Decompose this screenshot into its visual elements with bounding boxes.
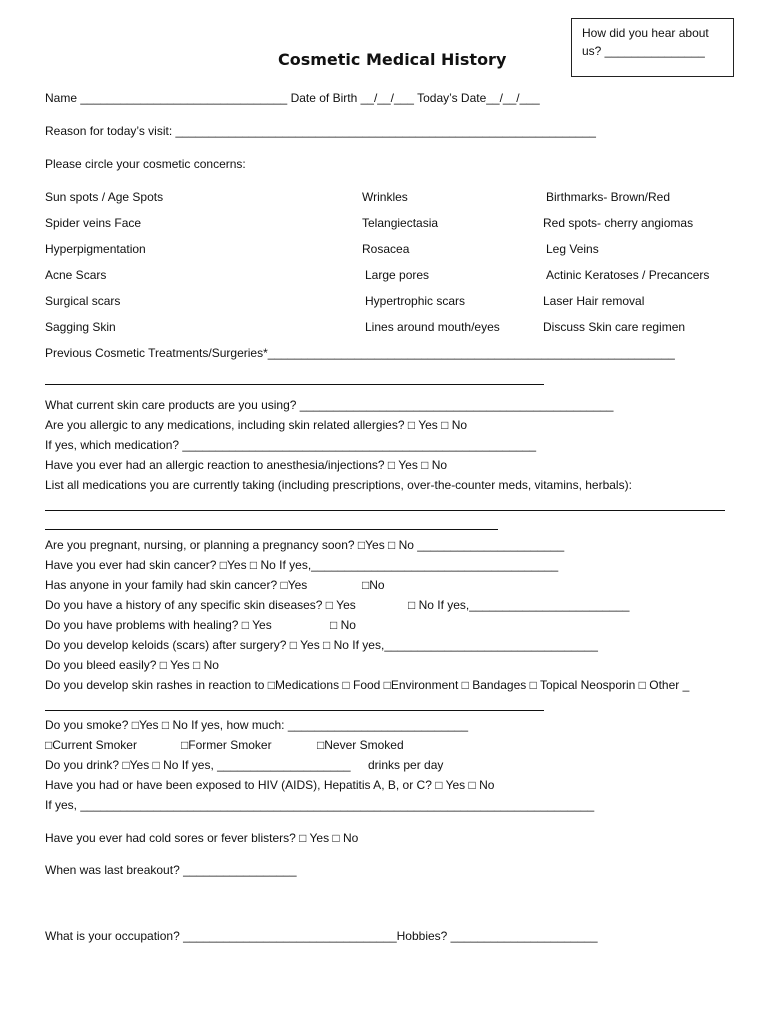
drinks-per-day-label: drinks per day: [368, 758, 444, 772]
skin-disease-question[interactable]: Do you have a history of any specific skin diseases? □ Yes: [45, 598, 356, 612]
concern-option[interactable]: Hypertrophic scars: [365, 294, 466, 308]
former-smoker-option[interactable]: □Former Smoker: [181, 738, 272, 752]
anesthesia-reaction-question[interactable]: Have you ever had an allergic reaction to anesthesia/injections? □ Yes □ No: [45, 458, 448, 472]
which-medication-field[interactable]: If yes, which medication? _____________________________________________________: [45, 438, 537, 452]
concern-option[interactable]: Discuss Skin care regimen: [543, 320, 686, 334]
rashes-question[interactable]: Do you develop skin rashes in reaction to □Medications □ Food □Environment □ Bandages □ Topical Neosporin □ Other _: [45, 678, 690, 692]
medications-line-2[interactable]: [45, 529, 498, 530]
concern-option[interactable]: Acne Scars: [45, 268, 107, 282]
hiv-hepatitis-question[interactable]: Have you had or have been exposed to HIV (AIDS), Hepatitis A, B, or C? □ Yes □ No: [45, 778, 495, 792]
rashes-line[interactable]: [45, 710, 544, 711]
medications-line-1[interactable]: [45, 510, 725, 511]
never-smoked-option[interactable]: □Never Smoked: [317, 738, 404, 752]
bleeding-question[interactable]: Do you bleed easily? □ Yes □ No: [45, 658, 219, 672]
referral-box: [571, 18, 734, 77]
hiv-if-yes-field[interactable]: If yes, _____________________________________________________________________________: [45, 798, 595, 812]
family-skin-cancer-no[interactable]: □No: [362, 578, 385, 592]
healing-no[interactable]: □ No: [330, 618, 356, 632]
concern-option[interactable]: Rosacea: [362, 242, 410, 256]
page-title: Cosmetic Medical History: [278, 50, 507, 69]
referral-label: How did you hear about: [582, 26, 709, 40]
concern-option[interactable]: Red spots- cherry angiomas: [543, 216, 694, 230]
concern-option[interactable]: Hyperpigmentation: [45, 242, 146, 256]
name-dob-date-field[interactable]: Name _______________________________ Date of Birth __/__/___ Today’s Date__/__/___: [45, 91, 540, 105]
concern-option[interactable]: Laser Hair removal: [543, 294, 645, 308]
skin-disease-no-field[interactable]: □ No If yes,________________________: [408, 598, 630, 612]
smoking-question[interactable]: Do you smoke? □Yes □ No If yes, how much: ___________________________: [45, 718, 469, 732]
pregnancy-question[interactable]: Are you pregnant, nursing, or planning a pregnancy soon? □Yes □ No ______________________: [45, 538, 565, 552]
concern-option[interactable]: Lines around mouth/eyes: [365, 320, 500, 334]
last-breakout-field[interactable]: When was last breakout? _________________: [45, 863, 297, 877]
previous-treatments-field[interactable]: Previous Cosmetic Treatments/Surgeries*_____________________________________________________________: [45, 346, 675, 360]
concern-option[interactable]: Wrinkles: [362, 190, 408, 204]
concern-option[interactable]: Sun spots / Age Spots: [45, 190, 164, 204]
skin-cancer-question[interactable]: Have you ever had skin cancer? □Yes □ No If yes,_____________________________________: [45, 558, 559, 572]
concern-option[interactable]: Birthmarks- Brown/Red: [546, 190, 671, 204]
concern-option[interactable]: Spider veins Face: [45, 216, 142, 230]
keloids-question[interactable]: Do you develop keloids (scars) after surgery? □ Yes □ No If yes,________________________________: [45, 638, 598, 652]
current-medications-prompt: List all medications you are currently taking (including prescriptions, over-the-counter meds, vitamins, herbals):: [45, 478, 632, 492]
reason-for-visit-field[interactable]: Reason for today’s visit: _______________________________________________________________: [45, 124, 596, 138]
cold-sores-question[interactable]: Have you ever had cold sores or fever blisters? □ Yes □ No: [45, 831, 359, 845]
family-skin-cancer-question[interactable]: Has anyone in your family had skin cancer? □Yes: [45, 578, 308, 592]
concern-option[interactable]: Sagging Skin: [45, 320, 116, 334]
medication-allergy-question[interactable]: Are you allergic to any medications, including skin related allergies? □ Yes □ No: [45, 418, 468, 432]
referral-field[interactable]: us? _______________: [582, 44, 705, 58]
concern-option[interactable]: Telangiectasia: [362, 216, 439, 230]
skin-products-field[interactable]: What current skin care products are you using? _______________________________________________: [45, 398, 614, 412]
concern-option[interactable]: Leg Veins: [546, 242, 599, 256]
drinking-question[interactable]: Do you drink? □Yes □ No If yes, ____________________: [45, 758, 351, 772]
concern-option[interactable]: Surgical scars: [45, 294, 121, 308]
concerns-prompt: Please circle your cosmetic concerns:: [45, 157, 246, 171]
concern-option[interactable]: Large pores: [365, 268, 430, 282]
occupation-hobbies-field[interactable]: What is your occupation? ________________________________Hobbies? ______________________: [45, 929, 598, 943]
previous-treatments-line[interactable]: [45, 384, 544, 385]
current-smoker-option[interactable]: □Current Smoker: [45, 738, 137, 752]
healing-question[interactable]: Do you have problems with healing? □ Yes: [45, 618, 272, 632]
concern-option[interactable]: Actinic Keratoses / Precancers: [546, 268, 710, 282]
